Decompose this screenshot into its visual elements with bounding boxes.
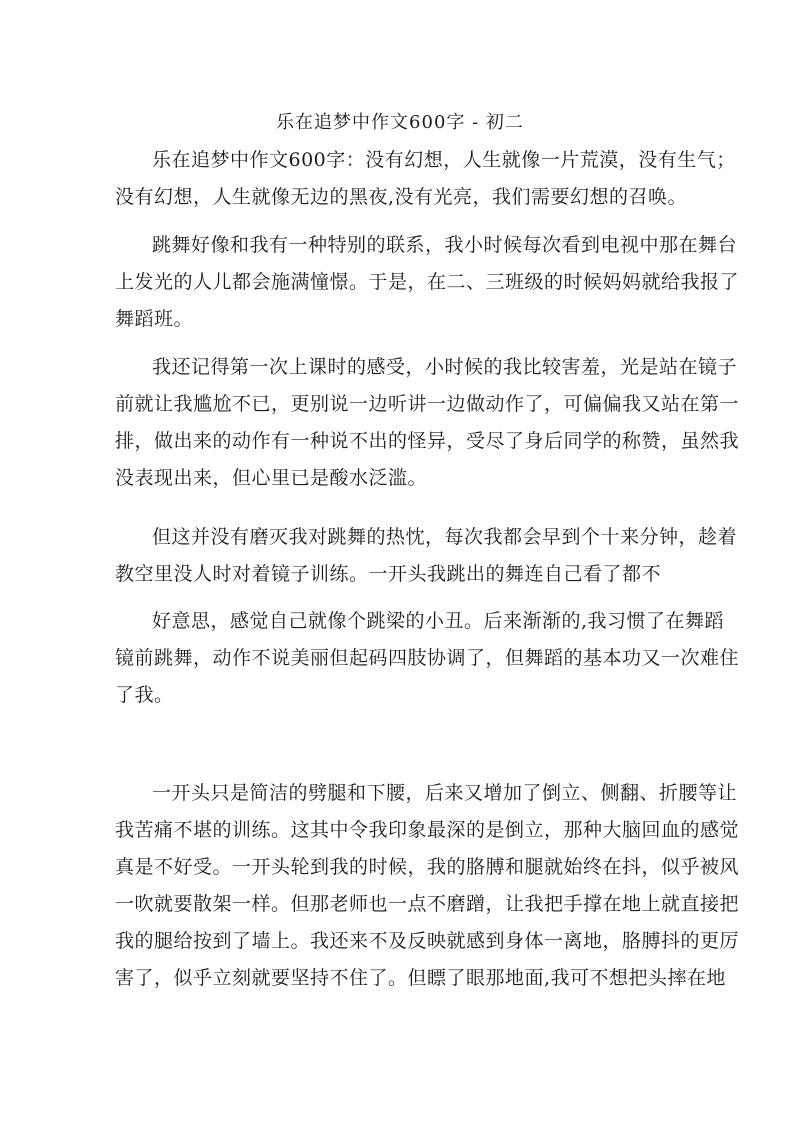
paragraph-2 [115,227,740,338]
paragraph-3 [115,349,740,497]
paragraph-4 [115,519,738,593]
paragraph-line: 我还记得第一次上课时的感受，小时候的我比较害羞，光是站在镜子 [152,356,738,378]
paragraph-line: 真是不好受。一开头轮到我的时候，我的胳膊和腿就始终在抖，似乎被风 [115,856,740,878]
paragraph-line: 我苦痛不堪的训练。这其中令我印象最深的是倒立，那种大脑回血的感觉 [115,819,740,841]
paragraph-line: 没表现出来，但心里已是酸水泛滥。 [115,467,428,489]
paragraph-line: 乐在追梦中作文600字：没有幻想，人生就像一片荒漠，没有生气； [152,149,736,171]
paragraph-line: 教空里没人时对着镜子训练。一开头我跳出的舞连自己看了都不 [115,563,662,585]
paragraph-line: 跳舞好像和我有一种特别的联系，我小时候每次看到电视中那在舞台 [152,234,738,256]
paragraph-line: 我的腿给按到了墙上。我还来不及反映就感到身体一离地，胳膊抖的更厉 [115,930,740,952]
paragraph-line: 了我。 [115,684,174,706]
paragraph-line: 排，做出来的动作有一种说不出的怪异，受尽了身后同学的称赞，虽然我 [115,430,740,452]
paragraph-line: 害了，似乎立刻就要坚持不住了。但瞟了眼那地面,我可不想把头摔在地 [115,967,727,989]
paragraph-line: 舞蹈班。 [115,308,194,330]
paragraph-6 [115,775,740,997]
paragraph-line: 镜前跳舞，动作不说美丽但起码四肢协调了，但舞蹈的基本功又一次难住 [115,647,740,669]
paragraph-5 [115,603,740,714]
paragraph-line: 上发光的人儿都会施满憧憬。于是，在二、三班级的时候妈妈就给我报了 [115,271,740,293]
paragraph-line: 没有幻想，人生就像无边的黑夜,没有光亮，我们需要幻想的召唤。 [115,186,688,208]
paragraph-1 [115,142,736,216]
paragraph-line: 前就让我尴尬不已，更别说一边听讲一边做动作了，可偏偏我又站在第一 [115,393,740,415]
paragraph-line: 一开头只是简洁的劈腿和下腰，后来又增加了倒立、侧翻、折腰等让 [152,782,738,804]
paragraph-line: 一吹就要散架一样。但那老师也一点不磨蹭，让我把手撑在地上就直接把 [115,893,740,915]
paragraph-line: 但这并没有磨灭我对跳舞的热忱，每次我都会早到个十来分钟，趁着 [152,526,738,548]
paragraph-line: 好意思，感觉自己就像个跳梁的小丑。后来渐渐的,我习惯了在舞蹈 [152,610,725,632]
document-title: 乐在追梦中作文600字 - 初二 [276,112,524,133]
